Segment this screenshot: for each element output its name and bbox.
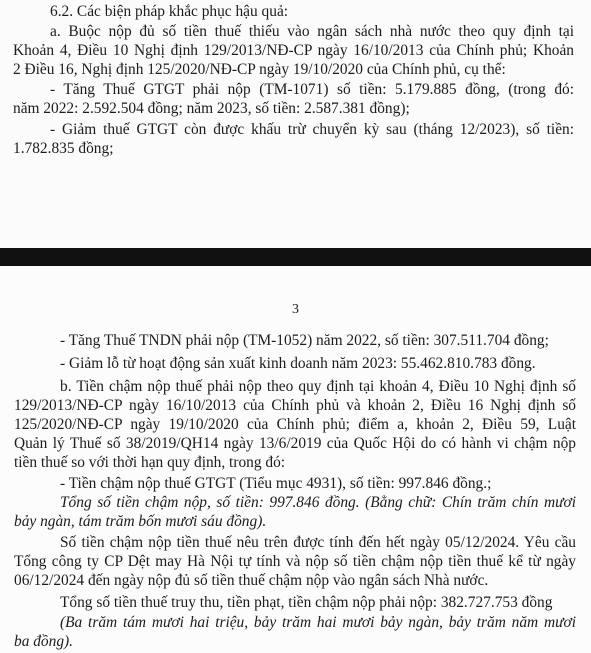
remedial-measures-heading: 6.2. Các biện pháp khắc phục hậu quả:	[50, 3, 289, 20]
vat-increase-line: năm 2022: 2.592.504 đồng; năm 2023, số tiền: 2.587.381 đồng);	[13, 100, 410, 117]
vat-deduction-line: - Giảm thuế GTGT còn được khấu trừ chuyển kỳ sau (tháng 12/2023), số tiền:	[50, 121, 574, 138]
para-b-line: 129/2013/NĐ-CP ngày 16/10/2013 của Chính phủ và khoản 2, Điều 16 Nghị định số	[14, 397, 576, 414]
vat-deduction-line: 1.782.835 đồng;	[13, 140, 114, 157]
request-line: Tổng công ty CP Dệt may Hà Nội tự tính và nộp số tiền chậm nộp tiền thuế kể từ ngày	[14, 553, 576, 570]
page-number: 3	[292, 302, 299, 317]
page-2-sheet	[0, 0, 591, 248]
para-a-line: a. Buộc nộp đủ số tiền thuế thiếu vào ngân sách nhà nước theo quy định tại	[50, 23, 574, 40]
request-line: 06/12/2024 đến ngày nộp đủ số tiền thuế chậm nộp vào ngân sách Nhà nước.	[14, 572, 489, 589]
grand-total-line: Tổng số tiền thuế truy thu, tiền phạt, tiền chậm nộp phải nộp: 382.727.753 đồng	[60, 594, 553, 611]
para-b-line: b. Tiền chậm nộp thuế phải nộp theo quy định tại khoản 4, Điều 10 Nghị định số	[60, 378, 576, 395]
page-break-bar	[0, 248, 591, 266]
grand-total-words-line: (Ba trăm tám mươi hai triệu, bảy trăm hai mươi bảy ngàn, bảy trăm năm mươi	[60, 614, 576, 631]
grand-total-words-line: ba đồng).	[14, 633, 73, 650]
cit-increase-line: - Tăng Thuế TNDN phải nộp (TM-1052) năm 2022, số tiền: 307.511.704 đồng;	[60, 332, 549, 349]
para-b-line: tiền thuế so với thời hạn quy định, trong đó:	[14, 454, 286, 471]
para-b-line: Quản lý Thuế số 38/2019/QH14 ngày 13/6/2019 của Quốc Hội do có hành vi chậm nộp	[14, 435, 576, 452]
late-vat-line: - Tiền chậm nộp thuế GTGT (Tiểu mục 4931), số tiền: 997.846 đồng.;	[60, 475, 492, 492]
request-line: Số tiền chậm nộp tiền thuế nêu trên được tính đến hết ngày 05/12/2024. Yêu cầu	[60, 534, 576, 551]
total-late-line: Tổng số tiền chậm nộp, số tiền: 997.846 đồng. (Bằng chữ: Chín trăm chín mươi	[60, 494, 576, 511]
loss-reduction-line: - Giảm lỗ từ hoạt động sản xuất kinh doanh năm 2023: 55.462.810.783 đồng.	[60, 355, 536, 372]
para-a-line: 2 Điều 16, Nghị định 125/2020/NĐ-CP ngày 19/10/2020 của Chính phủ, cụ thể:	[13, 61, 506, 78]
vat-increase-line: - Tăng Thuế GTGT phải nộp (TM-1071) số tiền: 5.179.885 đồng, (trong đó:	[50, 81, 574, 98]
para-b-line: 125/2020/NĐ-CP ngày 19/10/2020 của Chính phủ; điểm a, khoản 2, Điều 59, Luật	[14, 416, 576, 433]
para-a-line: Khoản 4, Điều 10 Nghị định 129/2013/NĐ-CP ngày 16/10/2013 của Chính phủ; Khoản	[13, 42, 574, 59]
total-late-line: bảy ngàn, tám trăm bốn mươi sáu đồng).	[14, 513, 267, 530]
